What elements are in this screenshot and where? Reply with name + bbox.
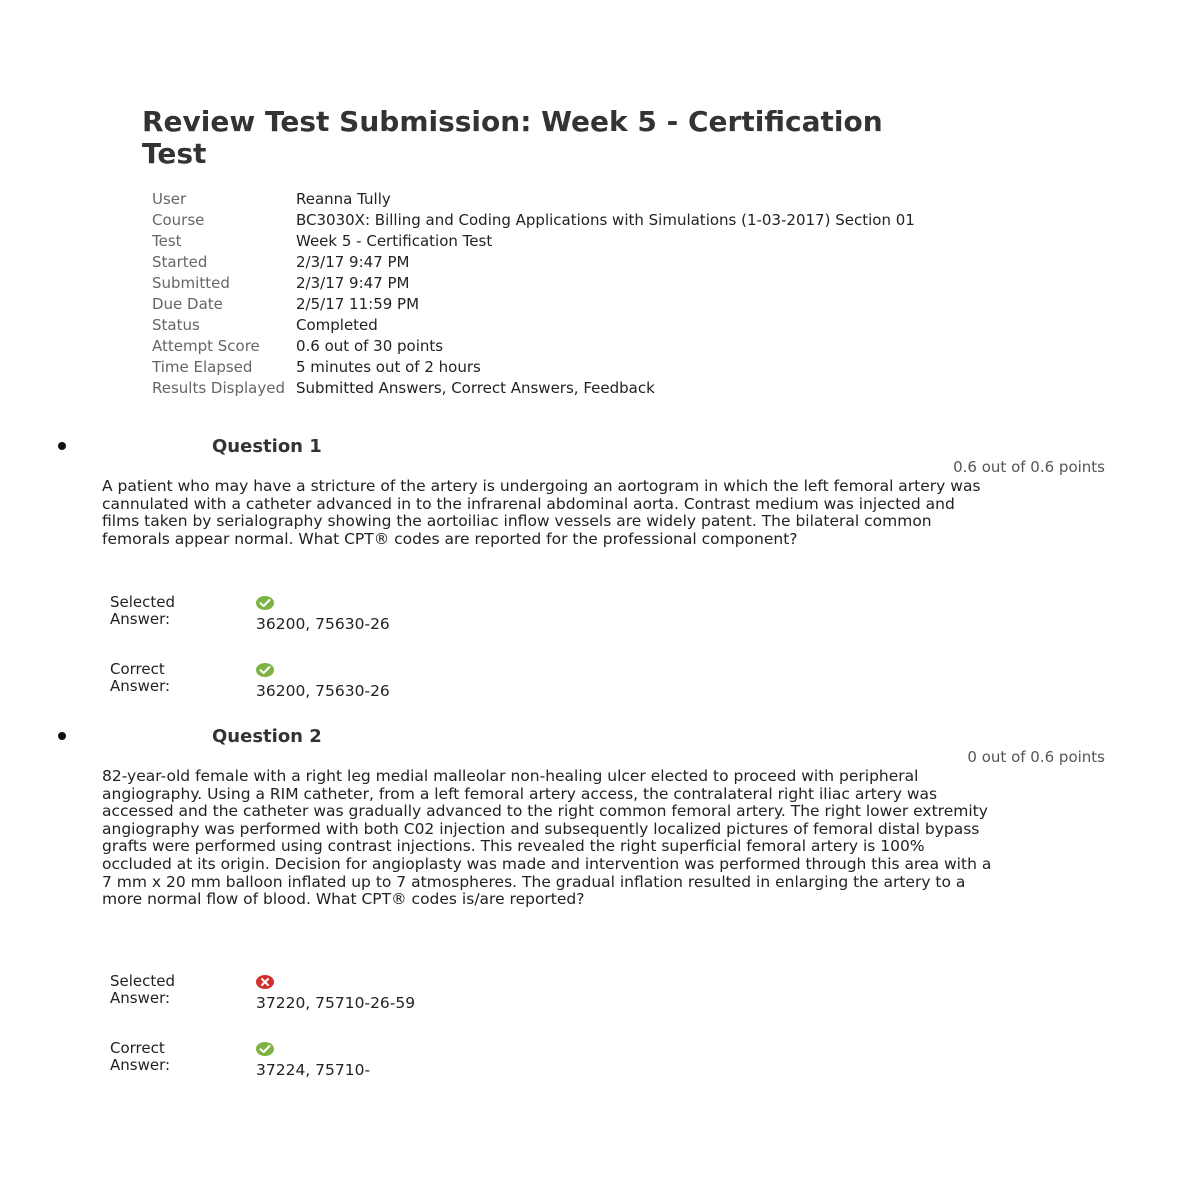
info-row-time-elapsed <box>152 359 916 380</box>
info-value: 2/3/17 9:47 PM <box>296 253 410 271</box>
info-value: BC3030X: Billing and Coding Applications with Simulations (1-03-2017) Section 01 <box>296 211 915 229</box>
info-value: 5 minutes out of 2 hours <box>296 358 481 376</box>
question-title: Question 1 <box>212 436 322 457</box>
info-value: 2/5/17 11:59 PM <box>296 295 420 313</box>
info-value: 2/3/17 9:47 PM <box>296 274 410 292</box>
info-label: Attempt Score <box>152 337 260 355</box>
question-text: 82-year-old female with a right leg medial malleolar non-healing ulcer elected to proceed with peripheral angiography. Using a RIM catheter, from a left femoral artery access, the contralateral right iliac artery was accessed and the catheter was gradually advanced to the right common femoral artery. The right lower extremity angiography was performed with both C02 injection and subsequently localized pictures of femoral distal bypass grafts were performed using contrast injections. This revealed the right superficial femoral artery is 100% occluded at its origin. Decision for angioplasty was made and intervention was performed through this area with a 7 mm x 20 mm balloon inflated up to 7 atmospheres. The gradual inflation resulted in enlarging the artery to a more normal flow of blood. What CPT® codes is/are reported? <box>102 767 992 909</box>
correct-answer-value: 37224, 75710- <box>256 1061 371 1079</box>
selected-answer-value: 37220, 75710-26-59 <box>256 994 416 1012</box>
info-label: Results Displayed <box>152 379 285 397</box>
bullet-icon <box>58 442 66 450</box>
info-row-submitted <box>152 275 916 296</box>
info-label: Status <box>152 316 200 334</box>
info-label: Course <box>152 211 205 229</box>
info-label: Test <box>152 232 182 250</box>
info-label: Time Elapsed <box>152 358 253 376</box>
info-row-due-date <box>152 296 916 317</box>
submission-info-table <box>152 191 916 401</box>
bullet-icon <box>58 732 66 740</box>
question-points: 0 out of 0.6 points <box>967 748 1105 766</box>
page-title: Review Test Submission: Week 5 - Certification Test <box>142 105 883 170</box>
info-label: Submitted <box>152 274 230 292</box>
check-icon <box>256 1042 274 1056</box>
info-row-started <box>152 254 916 275</box>
selected-answer-label: Selected Answer: <box>110 972 176 1007</box>
info-value: 0.6 out of 30 points <box>296 337 444 355</box>
correct-answer-label: Correct Answer: <box>110 1039 171 1074</box>
check-icon <box>256 596 274 610</box>
info-row-test <box>152 233 916 254</box>
info-row-user <box>152 191 916 212</box>
correct-answer-label: Correct Answer: <box>110 660 171 695</box>
selected-answer-label: Selected Answer: <box>110 593 176 628</box>
info-value: Reanna Tully <box>296 190 391 208</box>
info-row-course <box>152 212 916 233</box>
info-row-attempt-score <box>152 338 916 359</box>
info-label: Due Date <box>152 295 223 313</box>
info-label: User <box>152 190 187 208</box>
x-icon <box>256 975 274 989</box>
info-value: Submitted Answers, Correct Answers, Feedback <box>296 379 655 397</box>
question-points: 0.6 out of 0.6 points <box>953 458 1105 476</box>
correct-answer-value: 36200, 75630-26 <box>256 682 390 700</box>
info-value: Week 5 - Certification Test <box>296 232 493 250</box>
info-row-results-displayed <box>152 380 916 401</box>
check-icon <box>256 663 274 677</box>
info-label: Started <box>152 253 208 271</box>
info-row-status <box>152 317 916 338</box>
selected-answer-value: 36200, 75630-26 <box>256 615 390 633</box>
question-title: Question 2 <box>212 726 322 747</box>
info-value: Completed <box>296 316 378 334</box>
question-text: A patient who may have a stricture of the artery is undergoing an aortogram in which the left femoral artery was cannulated with a catheter advanced in to the infrarenal abdominal aorta. Contrast medium was injected and films taken by serialography showing the aortoiliac inflow vessels are widely patent. The bilateral common femorals appear normal. What CPT® codes are reported for the professional component? <box>102 477 981 548</box>
